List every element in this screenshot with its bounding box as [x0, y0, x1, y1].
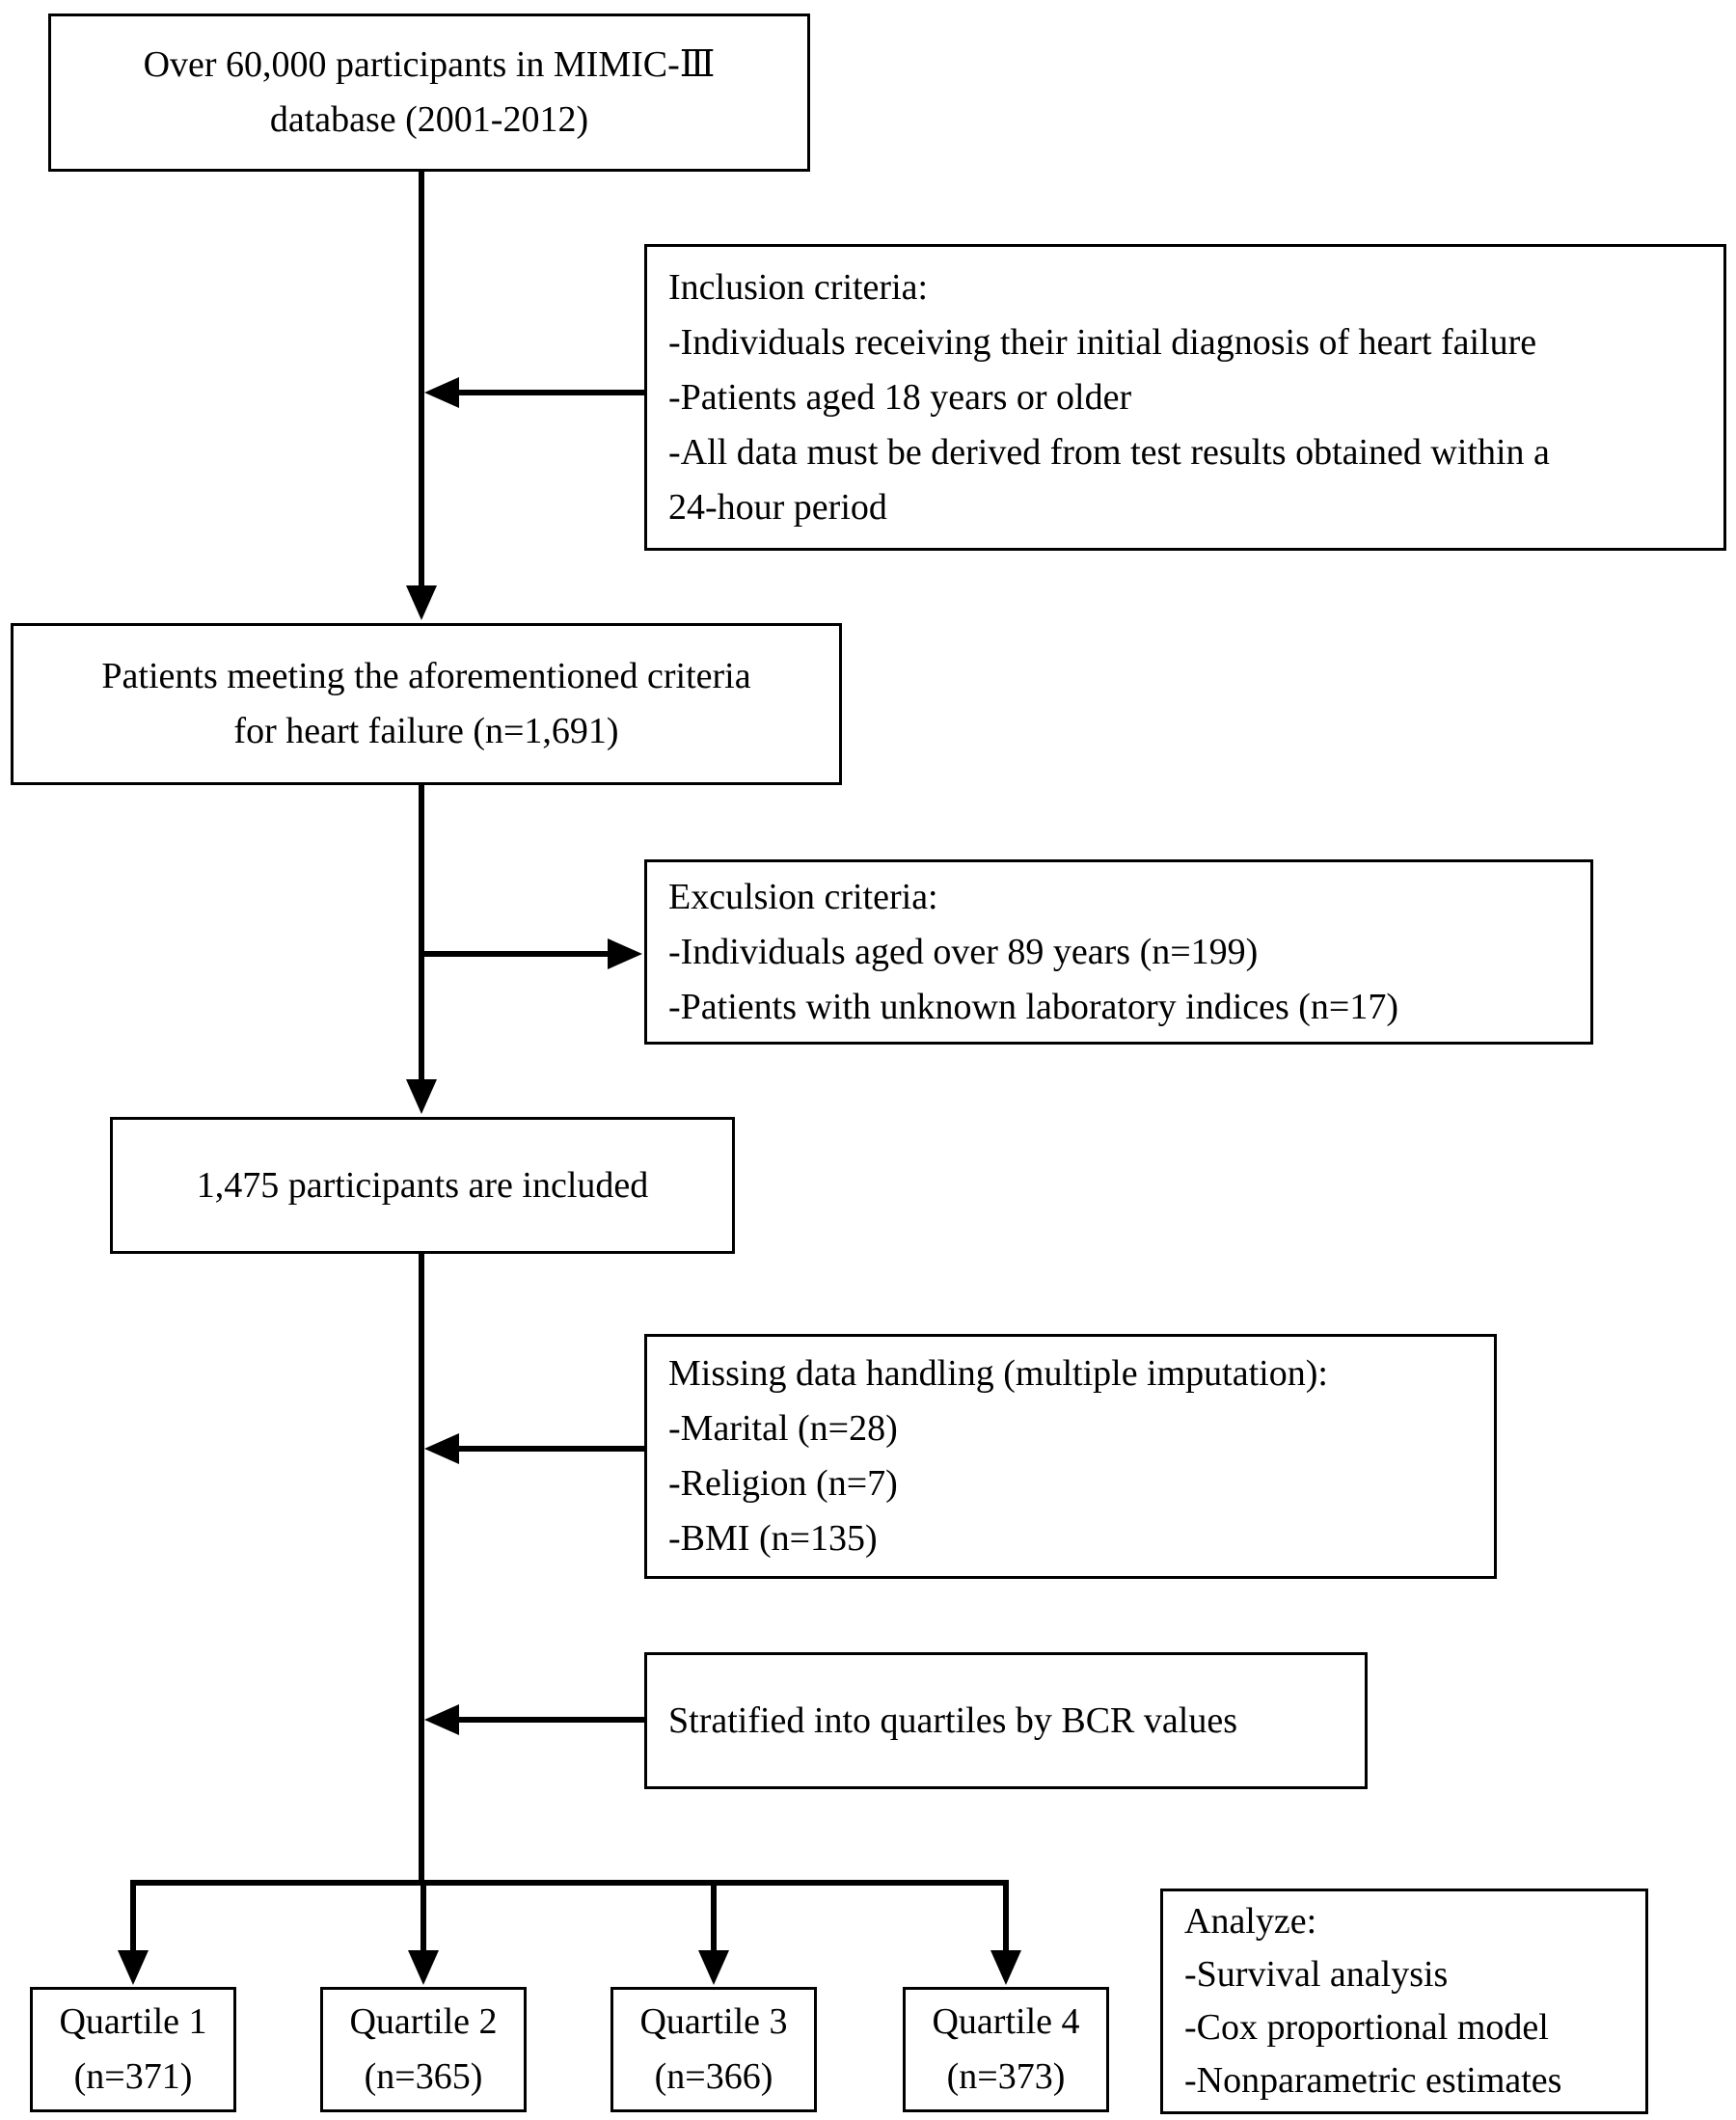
arrow-q2-head: [408, 1950, 439, 1985]
node-quartile-2: [320, 1987, 527, 2112]
node-exclusion-criteria-text: Exculsion criteria: -Individuals aged over 89 years (n=199) -Patients with unknown laboratory indices (n=17): [668, 876, 1399, 1027]
arrow-exclusion-head: [608, 938, 642, 969]
node-missing-data: [644, 1334, 1497, 1579]
node-inclusion-criteria-text: Inclusion criteria: -Individuals receiving their initial diagnosis of heart failure -Patients aged 18 years or older -All data must be derived from test results obtained within a 24-hour period: [668, 266, 1550, 528]
arrow-missing-head: [424, 1433, 459, 1464]
node-quartile-3: [610, 1987, 817, 2112]
arrow-q3-head: [698, 1950, 729, 1985]
node-exclusion-criteria: [644, 859, 1593, 1045]
node-analyze: [1160, 1889, 1648, 2114]
node-database-text: Over 60,000 participants in MIMIC-Ⅲ database (2001-2012): [143, 44, 716, 140]
node-missing-data-text: Missing data handling (multiple imputation): -Marital (n=28) -Religion (n=7) -BMI (n=135): [668, 1353, 1328, 1559]
node-analyze-text: Analyze: -Survival analysis -Cox proportional model -Nonparametric estimates: [1184, 1900, 1562, 2102]
node-quartile-3-text: Quartile 3 (n=366): [639, 2001, 788, 2097]
node-criteria-met-text: Patients meeting the aforementioned criteria for heart failure (n=1,691): [101, 656, 751, 751]
node-database: [48, 14, 810, 172]
arrow-q4-head: [990, 1950, 1021, 1985]
node-criteria-met: [11, 623, 842, 785]
node-quartile-4-text: Quartile 4 (n=373): [932, 2001, 1080, 2097]
node-stratified: [644, 1652, 1368, 1789]
node-included: [110, 1117, 735, 1254]
node-stratified-text: Stratified into quartiles by BCR values: [668, 1699, 1237, 1741]
arrow-inclusion-head: [424, 377, 459, 408]
node-included-text: 1,475 participants are included: [196, 1164, 649, 1206]
arrow-q1-head: [118, 1950, 149, 1985]
node-quartile-1-text: Quartile 1 (n=371): [59, 2001, 207, 2097]
arrow-database-to-criteria-head: [406, 585, 437, 620]
arrow-criteria-to-included-head: [406, 1079, 437, 1114]
node-quartile-2-text: Quartile 2 (n=365): [349, 2001, 498, 2097]
node-quartile-1: [30, 1987, 236, 2112]
node-inclusion-criteria: [644, 244, 1726, 551]
node-quartile-4: [903, 1987, 1109, 2112]
arrow-stratified-head: [424, 1704, 459, 1735]
